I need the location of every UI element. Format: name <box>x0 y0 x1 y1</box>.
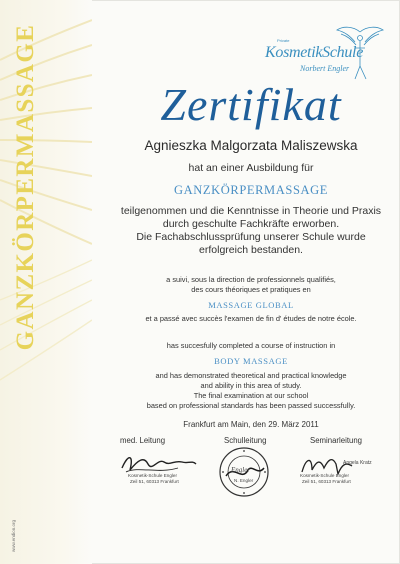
signature-label-seminar: Seminarleitung <box>310 436 363 445</box>
signature-label-medical: med. Leitung <box>120 436 166 445</box>
english-body-line: and ability in this area of study. <box>200 381 302 390</box>
english-body-line: and has demonstrated theoretical and practical knowledge <box>155 371 347 380</box>
print-credit: www.endion.org <box>11 519 16 552</box>
course-name-english: BODY MASSAGE <box>214 356 288 366</box>
stamp-line: Kosmetik-Schule Engler <box>300 473 350 478</box>
course-name-french: MASSAGE GLOBAL <box>208 300 294 310</box>
vertical-course-title: GANZKÖRPERMASSAGE <box>12 23 39 351</box>
school-logo-subline: Norbert Engler <box>300 64 350 73</box>
german-body-line: Die Fachabschlussprüfung unserer Schule wurde <box>136 231 366 243</box>
stamp-signature-text: Engler <box>231 466 251 474</box>
german-body-line: durch geschulte Fachkräfte erworben. <box>162 218 340 230</box>
stamp-line: Kosmetik-Schule Engler <box>128 473 178 478</box>
school-logo-wordmark: KosmetikSchule <box>265 44 363 61</box>
logo-small-text: Private <box>277 38 290 43</box>
stamp-line: Zeil 51, 60313 Frankfurt <box>302 479 351 484</box>
right-signature-name: Angela Kratz <box>343 460 372 466</box>
french-body: et a passé avec succès l'examen de fin d' études de notre école. <box>145 314 357 323</box>
german-intro: hat an einer Ausbildung für <box>188 162 314 174</box>
recipient-name: Agnieszka Malgorzata Maliszewska <box>144 138 358 153</box>
french-intro-line: des cours théoriques et pratiques en <box>191 285 311 294</box>
french-intro-line: a suivi, sous la direction de professionnels qualifiés, <box>166 275 336 284</box>
english-body-line: based on professional standards has been passed successfully. <box>146 401 356 410</box>
signature-label-school: Schulleitung <box>224 436 267 445</box>
german-body-line: teilgenommen und die Kenntnisse in Theorie und Praxis <box>120 205 382 217</box>
place-and-date: Frankfurt am Main, den 29. März 2011 <box>183 420 319 429</box>
course-name-german: GANZKÖRPERMASSAGE <box>174 183 328 197</box>
german-body-line: erfolgreich bestanden. <box>199 244 303 256</box>
certificate-title: Zertifikat <box>160 79 342 130</box>
stamp-line: Zeil 51, 60313 Frankfurt <box>130 479 179 484</box>
stamp-subtext: N. Engler <box>234 478 254 483</box>
english-body-line: The final examination at our school <box>193 391 309 400</box>
english-intro: has succesfully completed a course of instruction in <box>166 341 336 350</box>
